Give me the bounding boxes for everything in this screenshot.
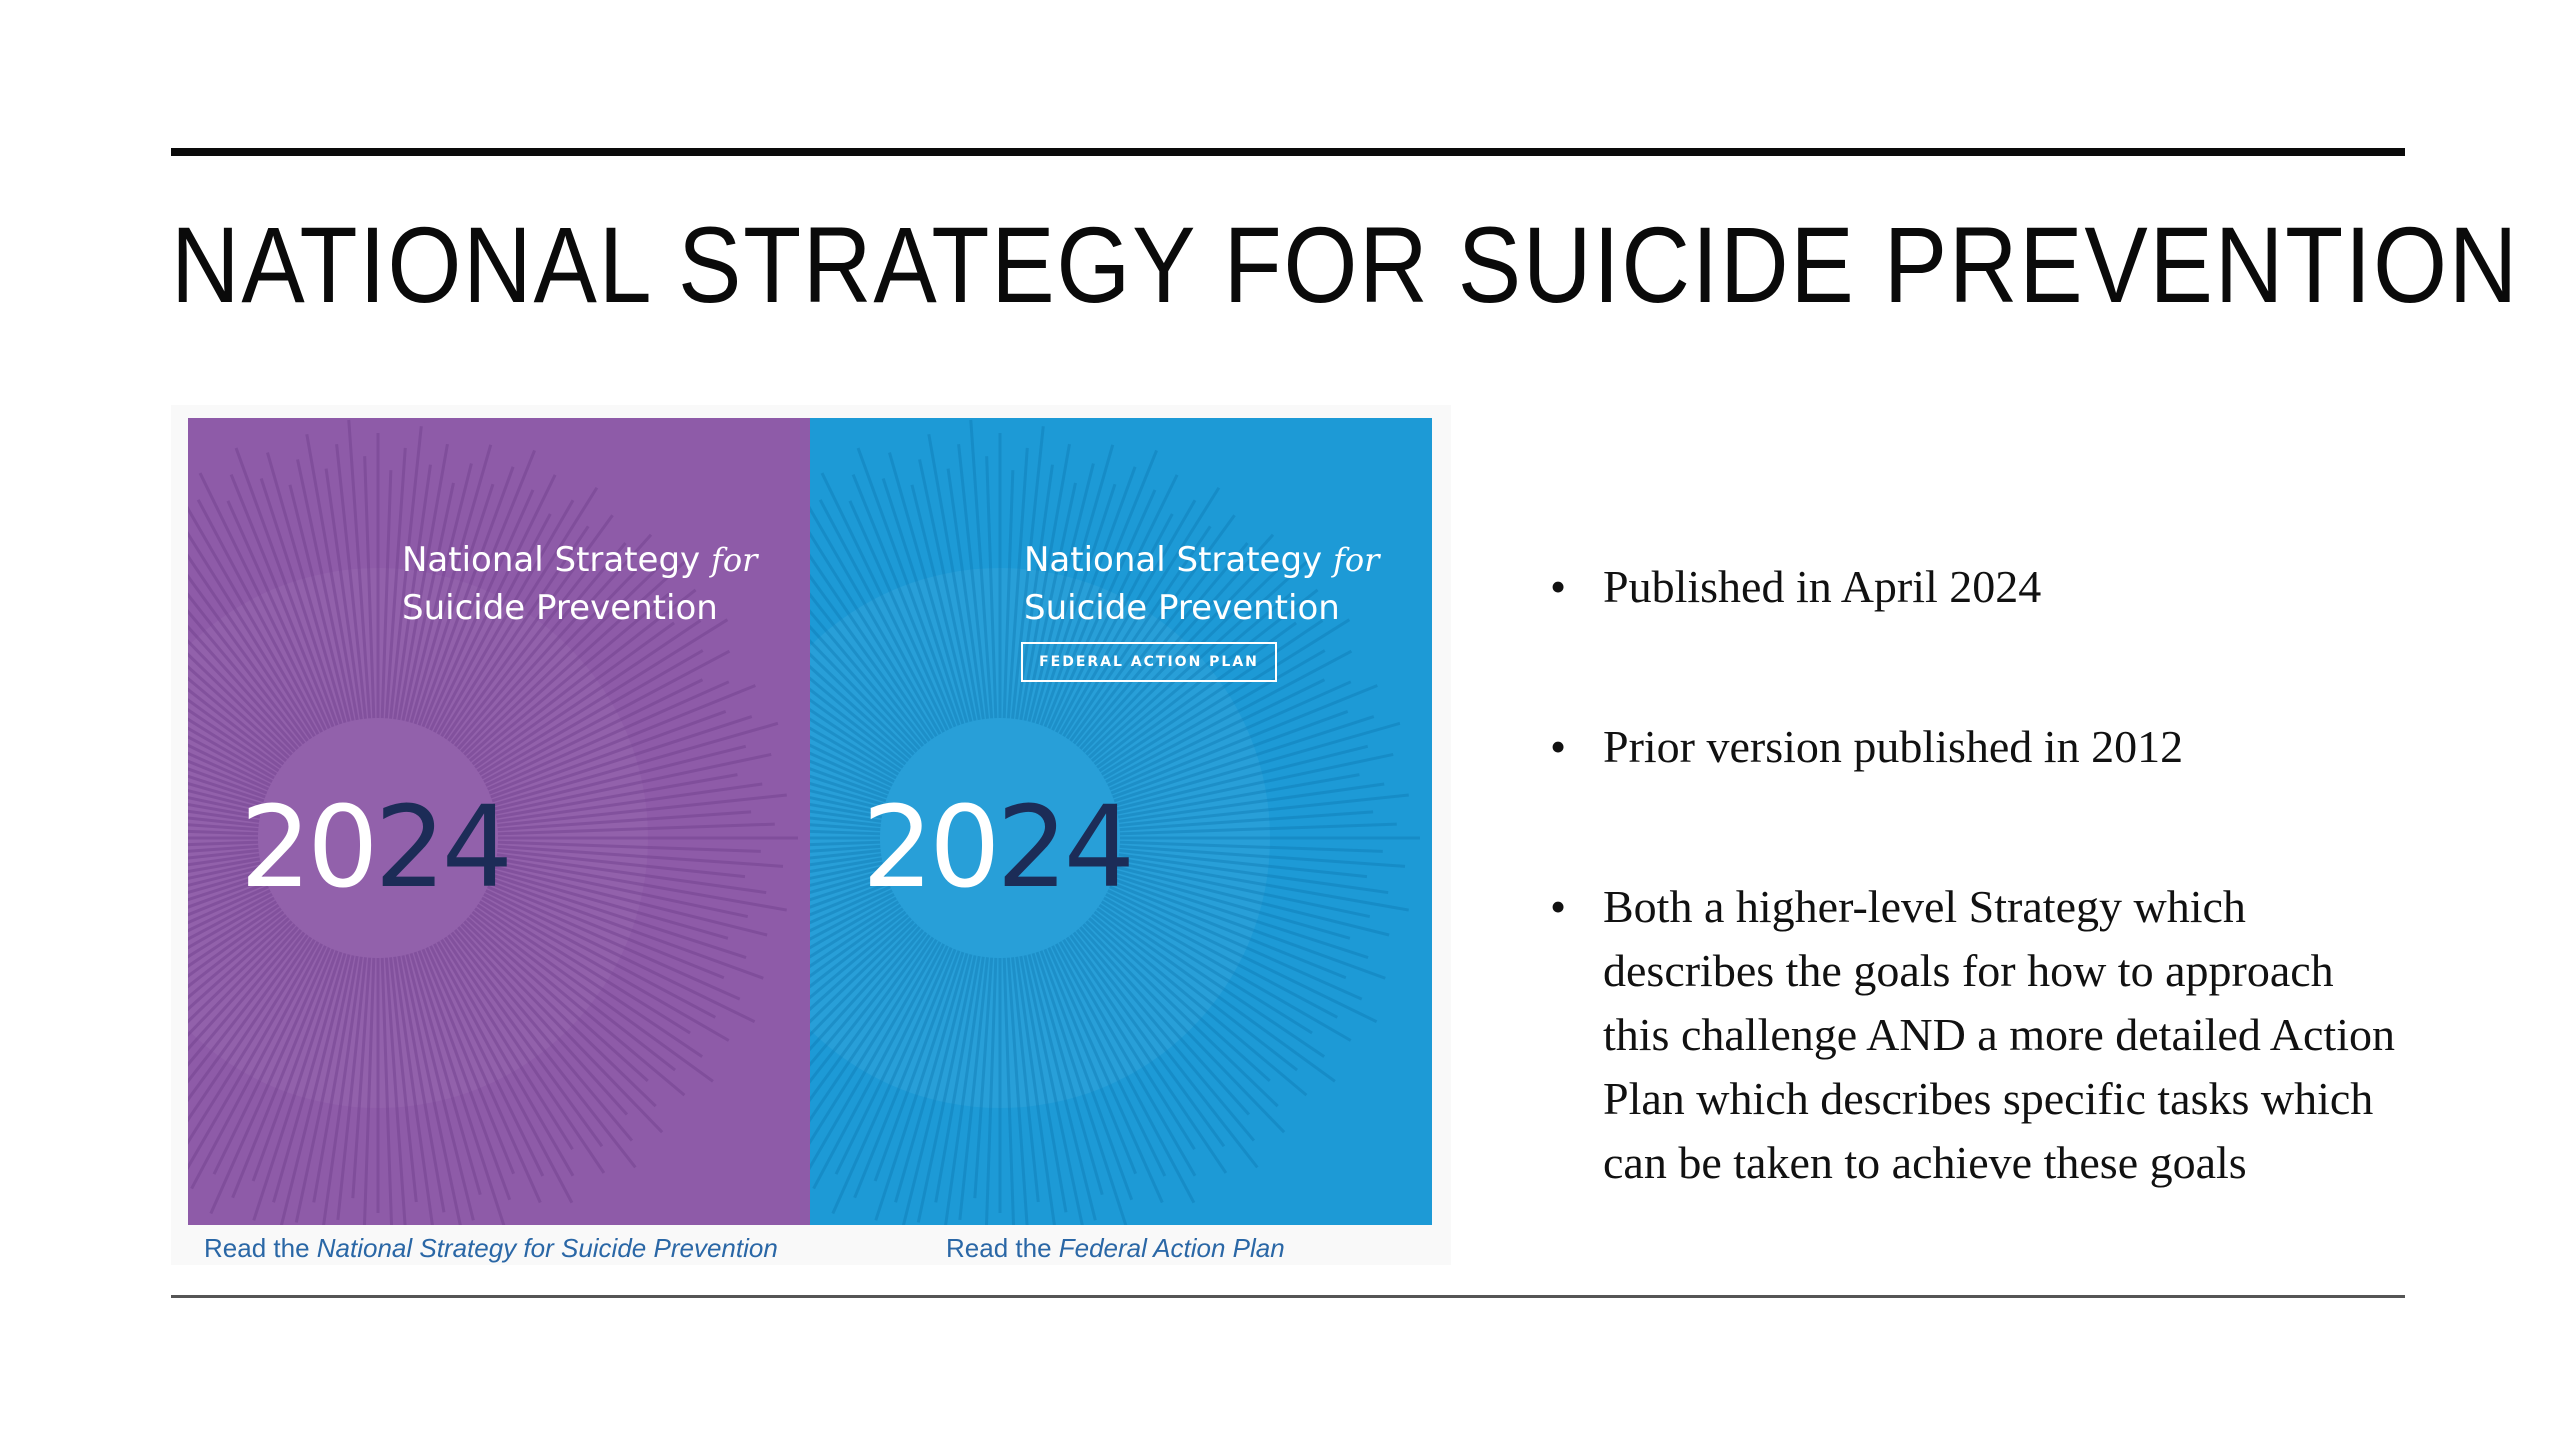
link-title: National Strategy for Suicide Prevention (316, 1233, 778, 1263)
cover-year-part1: 20 (240, 783, 375, 913)
cover-year (240, 783, 510, 913)
cover-title (402, 536, 802, 632)
bullet-list (1550, 555, 2400, 1195)
strategy-cover[interactable] (188, 418, 810, 1225)
cover-title-line1: National Strategy (402, 540, 701, 580)
slide-title: NATIONAL STRATEGY FOR SUICIDE PREVENTION (171, 204, 2520, 325)
bullet-text: Both a higher-level Strategy which describes the goals for how to approach this challenge AND a more detailed Action Plan which describes specific tasks which can be taken to achieve these goals (1603, 881, 2395, 1188)
bullet-marker: • (1550, 561, 1567, 612)
top-rule (171, 148, 2405, 156)
bullet-item (1550, 715, 2400, 779)
link-prefix: Read the (946, 1233, 1059, 1263)
federal-action-plan-badge: FEDERAL ACTION PLAN (1021, 642, 1277, 682)
cover-title-line2: Suicide Prevention (402, 588, 718, 628)
action-plan-cover[interactable] (810, 418, 1432, 1225)
cover-year-part2: 24 (374, 783, 510, 913)
cover-year-part2: 24 (996, 783, 1132, 913)
link-prefix: Read the (204, 1233, 317, 1263)
cover-title-line1: National Strategy (1024, 540, 1323, 580)
bullet-text: Published in April 2024 (1603, 561, 2042, 612)
cover-title-for: for (710, 541, 758, 579)
read-strategy-link[interactable] (204, 1231, 778, 1265)
cover-year (862, 783, 1132, 913)
cover-title (1024, 536, 1424, 632)
bullet-item (1550, 555, 2400, 619)
bullet-text: Prior version published in 2012 (1603, 721, 2184, 772)
read-action-plan-link[interactable] (946, 1231, 1285, 1265)
link-title: Federal Action Plan (1058, 1233, 1285, 1263)
cover-year-part1: 20 (862, 783, 997, 913)
cover-title-for: for (1332, 541, 1380, 579)
cover-title-line2: Suicide Prevention (1024, 588, 1340, 628)
bullet-item (1550, 875, 2400, 1195)
covers-image (171, 405, 1451, 1265)
bullet-marker: • (1550, 721, 1567, 772)
bullet-marker: • (1550, 881, 1567, 932)
bottom-rule (171, 1295, 2405, 1298)
